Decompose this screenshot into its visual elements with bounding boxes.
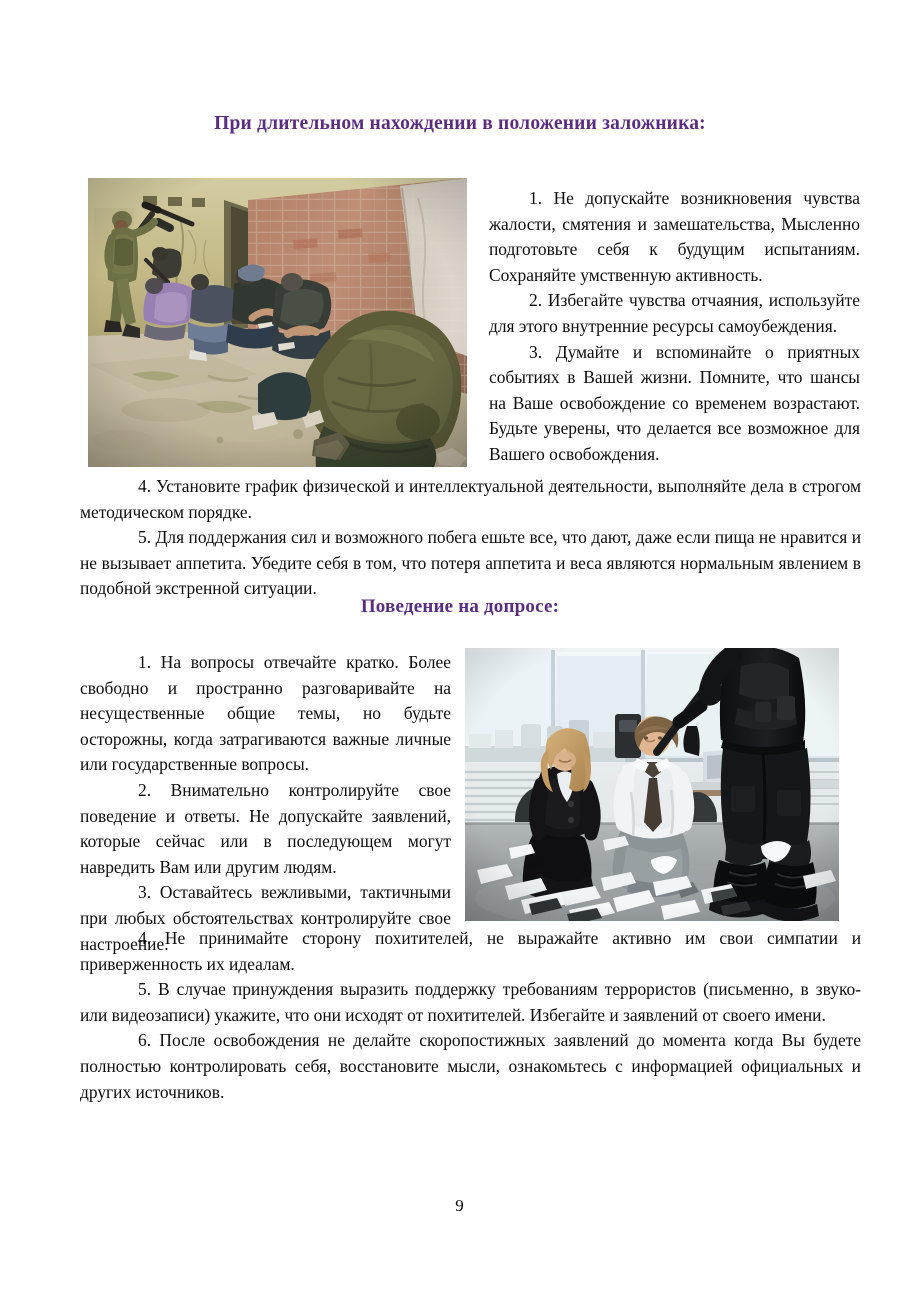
paragraph: 2. Избегайте чувства отчаяния, используйте для этого внутренние ресурсы самоубеждения. (489, 290, 860, 336)
paragraph: 5. В случае принуждения выразить поддержку требованиям террористов (письменно, в звуко- или видеозаписи) укажите, что они исходят от похитителей. Избегайте и заявлений от своего имени. (80, 979, 861, 1025)
section-1-side-text (489, 186, 860, 468)
paragraph: 4. Установите график физической и интеллектуальной деятельности, выполняйте дела в строгом методическом порядке. (80, 476, 861, 522)
section-1-heading: При длительном нахождении в положении заложника: (214, 113, 706, 134)
paragraph: 4. Не принимайте сторону похитителей, не выражайте активно им свои симпатии и приверженность их идеалам. (80, 928, 861, 974)
paragraph: 6. После освобождения не делайте скоропостижных заявлений до момента когда Вы будете полностью контролировать себя, восстановите мысли, ознакомьтесь с информацией официальных и других источников. (80, 1030, 861, 1102)
section-2-heading: Поведение на допросе: (360, 596, 560, 617)
paragraph: 3. Думайте и вспоминайте о приятных событиях в Вашей жизни. Помните, что шансы на Ваше освобождение со временем возрастают. Будьте уверены, что делается все возможное для Вашего освобождения. (489, 341, 860, 464)
paragraph: 1. Не допускайте возникновения чувства жалости, смятения и замешательства, Мысленно подготовьте себя к будущим испытаниям. Сохраняйте умственную активность. (489, 188, 860, 285)
section-2-full-width-text (80, 926, 861, 1105)
section-1-full-width-text (80, 474, 861, 602)
paragraph: 5. Для поддержания сил и возможного побега ешьте все, что дают, даже если пища не нравится и не вызывает аппетита. Убедите себя в том, что потеря аппетита и веса являются нормальным явлением в подобной экстренной ситуации. (80, 527, 861, 599)
office-interrogation-photo (465, 648, 839, 921)
paragraph: 3. Оставайтесь вежливыми, тактичными при любых обстоятельствах контролируйте свое настроение. (80, 882, 451, 954)
page-number: 9 (455, 1196, 464, 1215)
paragraph: 2. Внимательно контролируйте свое поведение и ответы. Не допускайте заявлений, которые сейчас или в последующем могут навредить Вам или другим людям. (80, 779, 451, 877)
section-2-side-text (80, 650, 451, 957)
hostages-against-brick-wall-photo (88, 178, 467, 467)
paragraph: 1. На вопросы отвечайте кратко. Более свободно и пространно разговаривайте на несущественные общие темы, но будьте осторожны, когда затрагиваются важные личные или государственные вопросы. (80, 652, 451, 775)
